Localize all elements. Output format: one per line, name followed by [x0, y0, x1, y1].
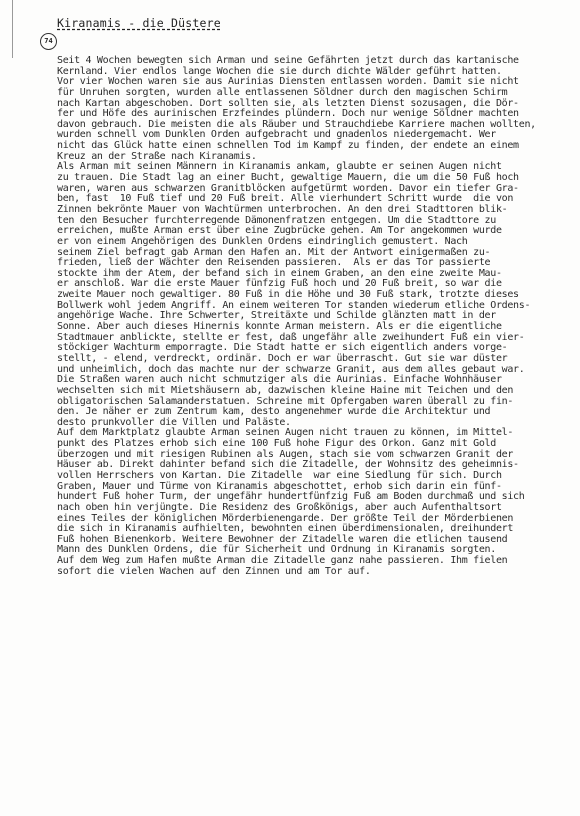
- text-line: punkt des Platzes erhob sich eine 100 Fuß hohe Figur des Orkon. Ganz mit Gold: [57, 438, 496, 450]
- text-line: stellt, - elend, verdreckt, ordinär. Doch er war überrascht. Gut sie war düster: [57, 352, 508, 364]
- text-line: und unheimlich, doch das machte nur der schwarze Granit, aus dem alles gebaut war.: [57, 363, 525, 375]
- text-line: Häuser ab. Direkt dahinter befand sich die Zitadelle, der Wohnsitz des geheimnis-: [57, 459, 519, 471]
- text-line: für Unruhen sorgten, wurden alle entlassenen Söldner durch den magischen Schirm: [57, 86, 508, 98]
- text-line: er von einem Angehörigen des Dunklen Ordens eindringlich gemustert. Nach: [57, 235, 468, 247]
- text-line: obligatorischen Salamanderstatuen. Schreine mit Opfergaben waren überall zu fin-: [57, 395, 514, 407]
- text-line: Die Straßen waren auch nicht schmutziger als die Aurinias. Einfache Wohnhäuser: [57, 374, 502, 386]
- text-line: vollen Herrschers von Kartan. Die Zitadelle war eine Siedlung für sich. Durch: [57, 469, 502, 481]
- text-line: stockte ihm der Atem, der befand sich in einem Graben, an den eine zweite Mau-: [57, 267, 502, 279]
- text-line: erreichen, mußte Arman erst über eine Zugbrücke gehen. Am Tor angekommen wurde: [57, 225, 502, 237]
- page-number-badge: 74: [40, 33, 57, 50]
- text-line: ben, fast 10 Fuß tief und 20 Fuß breit. Alle vierhundert Schritt wurde die von: [57, 193, 514, 205]
- text-line: nach Kartan abgeschoben. Dort sollten sie, als letzten Dienst sozusagen, die Dör-: [57, 97, 519, 109]
- text-line: angehörige Wache. Ihre Schwerter, Streitäxte und Schilde glänzten matt in der: [57, 310, 496, 322]
- text-line: davon gebrauch. Die meisten die als Räuber und Strauchdiebe Karriere machen wollten,: [57, 118, 536, 130]
- text-line: er anschloß. War die erste Mauer fünfzig Fuß hoch und 20 Fuß breit, so war die: [57, 278, 502, 290]
- text-line: die sich in Kiranamis aufhielten, bewohnten einen überdimensionalen, dreihundert: [57, 523, 514, 535]
- text-line: Vor vier Wochen waren sie aus Aurinias Diensten entlassen worden. Damit sie nicht: [57, 76, 519, 88]
- text-line: Als Arman mit seinen Männern in Kiranamis ankam, glaubte er seinen Augen nicht: [57, 161, 502, 173]
- text-line: nicht das Glück hatte einen schnellen Tod im Kampf zu finden, der endete an einem: [57, 140, 519, 152]
- text-line: zweite Mauer noch gewaltiger. 80 Fuß in die Höhe und 30 Fuß stark, trotzte dieses: [57, 289, 519, 301]
- text-line: überzogen und mit riesigen Rubinen als Augen, stach sie vom schwarzen Granit der: [57, 448, 514, 460]
- text-line: eines Teiles der königlichen Mörderbienengarde. Der größte Teil der Mörderbienen: [57, 512, 514, 524]
- body-text: [57, 56, 537, 577]
- text-line: Bollwerk wohl jedem Angriff. An einem weiteren Tor standen wiederum etliche Ordens-: [57, 299, 531, 311]
- text-line: wechselten sich mit Mietshäusern ab, dazwischen kleine Haine mit Teichen und den: [57, 384, 514, 396]
- text-line: wurden schnell vom Dunklen Orden aufgebracht und gnadenlos niedergemacht. Wer: [57, 129, 496, 141]
- page-header-title: Kiranamis - die Düstere: [57, 16, 221, 30]
- text-line: Kernland. Vier endlos lange Wochen die sie durch dichte Wälder geführt hatten.: [57, 65, 502, 77]
- text-line: stöckiger Wachturm emporragte. Die Stadt hatte er sich eigentlich anders vorge-: [57, 342, 508, 354]
- text-line: Auf dem Marktplatz glaubte Arman seinen Augen nicht trauen zu können, im Mittel-: [57, 427, 514, 439]
- text-line: zu trauen. Die Stadt lag an einer Bucht, gewaltige Mauern, die um die 50 Fuß hoch: [57, 172, 519, 184]
- text-line: Mann des Dunklen Ordens, die für Sicherheit und Ordnung in Kiranamis sorgten.: [57, 544, 496, 556]
- text-line: fer und Höfe des aurinischen Erzfeindes plündern. Doch nur wenige Söldner machten: [57, 108, 519, 120]
- text-line: ten den Besucher furchterregende Dämonenfratzen entgegen. Um die Stadttore zu: [57, 214, 496, 226]
- text-line: Seit 4 Wochen bewegten sich Arman und seine Gefährten jetzt durch das kartanische: [57, 55, 519, 66]
- text-line: Graben, Mauer und Türme von Kiranamis abgeschottet, erhob sich darin ein fünf-: [57, 480, 502, 492]
- text-line: sofort die vielen Wachen auf den Zinnen und am Tor auf.: [57, 565, 371, 577]
- margin-rule: [12, 0, 13, 58]
- text-line: Stadtmauer anblickte, stellte er fest, daß ungefähr alle zweihundert Fuß ein vier-: [57, 331, 525, 343]
- text-line: den. Je näher er zum Zentrum kam, desto angenehmer wurde die Architektur und: [57, 406, 491, 418]
- text-line: desto prunkvoller die Villen und Paläste.: [57, 416, 291, 428]
- text-line: Fuß hohen Bienenkorb. Weitere Bewohner der Zitadelle waren die etlichen tausend: [57, 533, 508, 545]
- text-line: Sonne. Aber auch dieses Hinernis konnte Arman meistern. Als er die eigentliche: [57, 321, 502, 333]
- text-line: Zinnen bekrönte Mauer von Wachtürmen unterbrochen. An den drei Stadttoren blik-: [57, 203, 508, 215]
- text-line: nach oben hin verjüngte. Die Residenz des Großkönigs, aber auch Aufenthaltsort: [57, 501, 502, 513]
- text-line: hundert Fuß hoher Turm, der ungefähr hundertfünfzig Fuß am Boden durchmaß und sich: [57, 491, 525, 503]
- text-line: waren, waren aus schwarzen Granitblöcken aufgetürmt worden. Davor ein tiefer Gra-: [57, 182, 519, 194]
- text-line: Auf dem Weg zum Hafen mußte Arman die Zitadelle ganz nahe passieren. Ihm fielen: [57, 555, 508, 567]
- text-line: Kreuz an der Straße nach Kiranamis.: [57, 150, 257, 162]
- text-line: frieden, ließ der Wächter den Reisenden passieren. Als er das Tor passierte: [57, 257, 491, 269]
- text-line: seinem Ziel befragt gab Arman den Hafen an. Mit der Antwort einigermaßen zu-: [57, 246, 491, 258]
